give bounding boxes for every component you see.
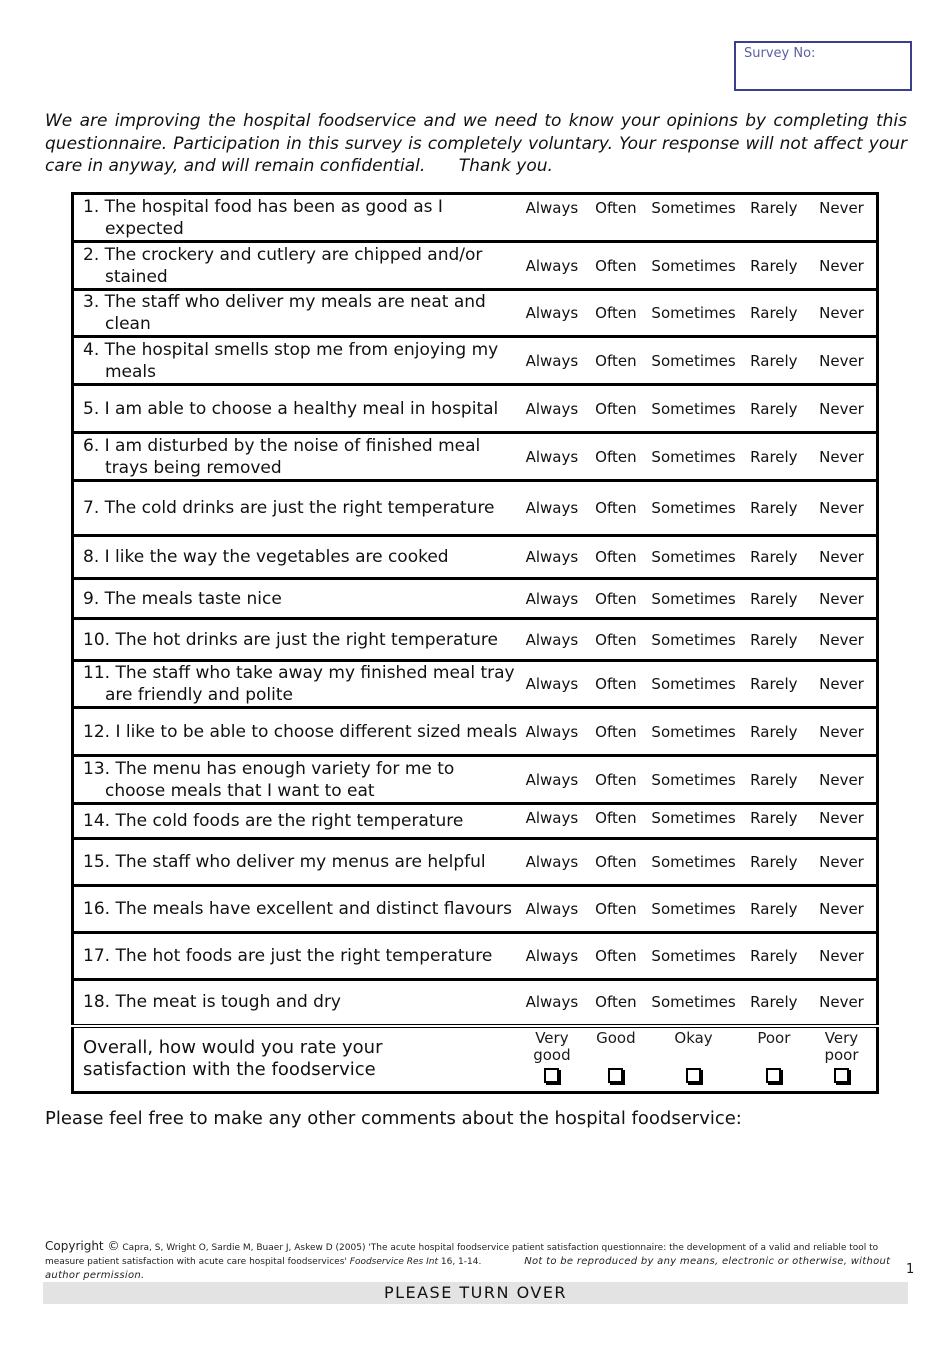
response-option-always[interactable]: Always xyxy=(518,194,585,242)
response-option-sometimes[interactable]: Sometimes xyxy=(646,290,740,337)
checkbox-icon[interactable] xyxy=(608,1068,623,1083)
rating-option-poor[interactable] xyxy=(741,1026,807,1093)
copyright-footer xyxy=(45,1240,905,1283)
response-option-never[interactable]: Never xyxy=(807,708,878,756)
question-row xyxy=(73,579,878,619)
question-label: 17. The hot foods are just the right temperature xyxy=(83,946,493,966)
response-option-never[interactable]: Never xyxy=(807,194,878,242)
response-option-always[interactable]: Always xyxy=(518,290,585,337)
rating-option-good[interactable] xyxy=(585,1026,646,1093)
checkbox-icon[interactable] xyxy=(544,1068,559,1083)
response-option-often[interactable]: Often xyxy=(585,619,646,661)
response-option-often[interactable]: Often xyxy=(585,839,646,886)
response-option-always[interactable]: Always xyxy=(518,619,585,661)
response-option-often[interactable]: Often xyxy=(585,536,646,579)
question-row xyxy=(73,619,878,661)
question-label: 16. The meals have excellent and distinct flavours xyxy=(83,899,513,919)
rating-option-okay[interactable] xyxy=(646,1026,740,1093)
please-turn-over-banner: PLEASE TURN OVER xyxy=(43,1282,908,1304)
intro-thanks: Thank you. xyxy=(458,156,553,176)
response-option-always[interactable]: Always xyxy=(518,536,585,579)
response-option-often[interactable]: Often xyxy=(585,242,646,290)
question-text xyxy=(73,385,519,433)
copyright-volume: 16, 1-14. xyxy=(440,1257,482,1267)
response-option-never[interactable]: Never xyxy=(807,536,878,579)
response-option-rarely[interactable]: Rarely xyxy=(741,194,807,242)
question-row xyxy=(73,804,878,839)
question-label: 14. The cold foods are the right temperature xyxy=(83,811,464,831)
question-row xyxy=(73,194,878,242)
question-text xyxy=(73,337,519,385)
rating-label: Very good xyxy=(533,1028,571,1064)
question-label: 12. I like to be able to choose different sized meals xyxy=(83,721,518,742)
response-option-rarely[interactable]: Rarely xyxy=(750,993,798,1012)
question-row xyxy=(73,933,878,980)
question-text xyxy=(73,708,519,756)
question-row xyxy=(73,433,878,481)
response-option-never[interactable]: Never xyxy=(807,290,878,337)
question-text xyxy=(73,980,519,1026)
response-option-never[interactable]: Never xyxy=(807,433,878,481)
question-label: 1. The hospital food has been as good as I expected xyxy=(83,196,443,239)
response-option-rarely[interactable]: Rarely xyxy=(741,661,807,708)
response-option-sometimes[interactable]: Sometimes xyxy=(646,708,740,756)
question-text xyxy=(73,619,519,661)
response-option-always[interactable]: Always xyxy=(518,385,585,433)
response-option-often[interactable]: Often xyxy=(585,194,646,242)
question-row xyxy=(73,242,878,290)
response-option-never[interactable]: Never xyxy=(807,886,878,933)
response-option-always[interactable]: Always xyxy=(518,433,585,481)
checkbox-icon[interactable] xyxy=(686,1068,701,1083)
response-option-rarely[interactable]: Rarely xyxy=(741,536,807,579)
question-row xyxy=(73,385,878,433)
response-option-always[interactable]: Always xyxy=(518,933,585,980)
response-option-often[interactable]: Often xyxy=(585,661,646,708)
response-option-sometimes[interactable]: Sometimes xyxy=(646,661,740,708)
response-option-often[interactable]: Often xyxy=(585,433,646,481)
copyright-lead: Copyright © xyxy=(45,1239,120,1253)
question-text xyxy=(73,433,519,481)
question-label: 8. I like the way the vegetables are cooked xyxy=(83,547,449,567)
checkbox-icon[interactable] xyxy=(834,1068,849,1083)
copyright-journal: Foodservice Res Int xyxy=(349,1257,438,1267)
response-option-never[interactable]: Never xyxy=(807,756,878,804)
question-label: 13. The menu has enough variety for me to choose meals that I want to eat xyxy=(83,758,455,801)
response-option-rarely[interactable]: Rarely xyxy=(741,933,807,980)
response-option-always[interactable]: Always xyxy=(518,661,585,708)
overall-rating-row xyxy=(73,1026,878,1093)
response-option-sometimes[interactable]: Sometimes xyxy=(646,756,740,804)
response-option-rarely[interactable]: Rarely xyxy=(741,481,807,536)
response-option-rarely[interactable]: Rarely xyxy=(741,579,807,619)
response-option-sometimes[interactable]: Sometimes xyxy=(646,481,740,536)
response-option-sometimes[interactable]: Sometimes xyxy=(646,242,740,290)
rating-option-very-good[interactable] xyxy=(518,1026,585,1093)
question-row xyxy=(73,756,878,804)
response-option-sometimes[interactable]: Sometimes xyxy=(646,933,740,980)
question-text xyxy=(73,579,519,619)
response-option-never[interactable]: Never xyxy=(807,579,878,619)
response-option-sometimes[interactable]: Sometimes xyxy=(646,433,740,481)
response-option-rarely[interactable]: Rarely xyxy=(741,619,807,661)
response-option-rarely[interactable]: Rarely xyxy=(741,804,807,839)
response-option-rarely[interactable]: Rarely xyxy=(741,839,807,886)
rating-label: Poor xyxy=(757,1028,791,1047)
response-option-often[interactable]: Often xyxy=(585,481,646,536)
response-option-often[interactable]: Often xyxy=(585,933,646,980)
questionnaire-table xyxy=(71,192,879,1094)
response-option-never[interactable]: Never xyxy=(819,993,864,1012)
question-text xyxy=(73,536,519,579)
question-row xyxy=(73,886,878,933)
response-option-always[interactable]: Always xyxy=(518,804,585,839)
response-option-never[interactable]: Never xyxy=(807,933,878,980)
response-option-rarely[interactable]: Rarely xyxy=(741,433,807,481)
response-option-often[interactable]: Often xyxy=(585,708,646,756)
response-option-always[interactable]: Always xyxy=(518,337,585,385)
rating-label: Okay xyxy=(674,1028,713,1047)
question-text xyxy=(73,933,519,980)
question-row xyxy=(73,536,878,579)
response-option-often[interactable]: Often xyxy=(585,337,646,385)
response-option-always[interactable]: Always xyxy=(518,839,585,886)
response-option-sometimes[interactable]: Sometimes xyxy=(646,194,740,242)
question-label: 2. The crockery and cutlery are chipped and/or stained xyxy=(83,244,483,287)
survey-number-label: Survey No: xyxy=(744,46,816,61)
question-label: 7. The cold drinks are just the right temperature xyxy=(83,498,495,518)
question-label: 5. I am able to choose a healthy meal in hospital xyxy=(83,398,499,419)
question-row xyxy=(73,839,878,886)
response-option-always[interactable]: Always xyxy=(518,708,585,756)
intro-paragraph xyxy=(45,110,907,178)
question-text xyxy=(73,481,519,536)
copyright-notice: Not to be reproduced by any means, electronic or otherwise, without author permission. xyxy=(45,1256,891,1281)
intro-text: We are improving the hospital foodservice and we need to know your opinions by completing this questionnaire. Participation in this survey is completely voluntary. Your response will not affect your care in anyway, and will remain confidential. xyxy=(45,111,907,176)
response-option-never[interactable]: Never xyxy=(807,661,878,708)
question-text xyxy=(73,194,519,242)
survey-number-box[interactable] xyxy=(734,41,912,91)
response-option-rarely[interactable]: Rarely xyxy=(741,756,807,804)
question-label: 4. The hospital smells stop me from enjoying my meals xyxy=(83,339,499,382)
rating-label: Good xyxy=(596,1028,636,1047)
response-option-rarely[interactable]: Rarely xyxy=(741,242,807,290)
response-option-rarely[interactable]: Rarely xyxy=(741,290,807,337)
response-option-rarely[interactable]: Rarely xyxy=(741,385,807,433)
response-option-never[interactable]: Never xyxy=(807,619,878,661)
response-option-sometimes[interactable]: Sometimes xyxy=(646,839,740,886)
response-option-always[interactable]: Always xyxy=(518,886,585,933)
question-text xyxy=(73,839,519,886)
response-option-rarely[interactable]: Rarely xyxy=(741,337,807,385)
question-row xyxy=(73,708,878,756)
response-option-sometimes[interactable]: Sometimes xyxy=(646,886,740,933)
rating-label: Very poor xyxy=(824,1028,859,1064)
response-option-rarely[interactable]: Rarely xyxy=(741,886,807,933)
response-option-often[interactable]: Often xyxy=(585,579,646,619)
response-option-sometimes[interactable]: Sometimes xyxy=(646,385,740,433)
response-option-often[interactable]: Often xyxy=(585,290,646,337)
checkbox-icon[interactable] xyxy=(766,1068,781,1083)
response-option-never[interactable]: Never xyxy=(807,385,878,433)
response-option-sometimes[interactable]: Sometimes xyxy=(646,337,740,385)
question-row xyxy=(73,337,878,385)
response-option-always[interactable]: Always xyxy=(518,579,585,619)
response-option-never[interactable]: Never xyxy=(807,337,878,385)
question-label: 3. The staff who deliver my meals are neat and clean xyxy=(83,292,486,334)
response-option-often[interactable]: Often xyxy=(585,804,646,839)
response-option-sometimes[interactable]: Sometimes xyxy=(646,619,740,661)
question-row xyxy=(73,980,878,1026)
question-row xyxy=(73,481,878,536)
question-text xyxy=(73,756,519,804)
response-option-often[interactable]: Often xyxy=(585,756,646,804)
overall-question: Overall, how would you rate your satisfaction with the foodservice xyxy=(73,1026,519,1093)
rating-option-very-poor[interactable] xyxy=(807,1026,878,1093)
response-option-sometimes[interactable]: Sometimes xyxy=(651,993,736,1012)
question-text xyxy=(73,290,519,337)
response-option-often[interactable]: Often xyxy=(585,886,646,933)
response-option-never[interactable]: Never xyxy=(807,481,878,536)
response-option-never[interactable]: Never xyxy=(807,804,878,839)
response-option-sometimes[interactable]: Sometimes xyxy=(646,579,740,619)
question-row xyxy=(73,290,878,337)
response-option-always[interactable]: Always xyxy=(518,242,585,290)
comments-prompt: Please feel free to make any other comments about the hospital foodservice: xyxy=(45,1108,742,1129)
copyright-citation: Capra, S, Wright O, Sardie M, Buaer J, Askew D (2005) 'The acute hospital foodservice patient satisfaction questionnaire: the development of a valid and reliable tool to measure patient satisfaction with acute care hospital foodservices' xyxy=(45,1243,879,1267)
response-option-always[interactable]: Always xyxy=(525,993,579,1012)
response-option-always[interactable]: Always xyxy=(518,481,585,536)
response-option-sometimes[interactable]: Sometimes xyxy=(646,804,740,839)
question-label: 15. The staff who deliver my menus are helpful xyxy=(83,852,486,872)
response-option-rarely[interactable]: Rarely xyxy=(741,708,807,756)
question-text xyxy=(73,886,519,933)
response-option-never[interactable]: Never xyxy=(807,242,878,290)
question-label: 18. The meat is tough and dry xyxy=(83,992,341,1013)
response-option-always[interactable]: Always xyxy=(518,756,585,804)
response-option-sometimes[interactable]: Sometimes xyxy=(646,536,740,579)
question-text xyxy=(73,661,519,708)
response-option-often[interactable]: Often xyxy=(585,385,646,433)
question-text xyxy=(73,804,519,839)
page-number: 1 xyxy=(906,1262,915,1277)
question-text xyxy=(73,242,519,290)
question-label: 11. The staff who take away my finished meal tray are friendly and polite xyxy=(83,663,515,705)
response-option-never[interactable]: Never xyxy=(807,839,878,886)
question-label: 10. The hot drinks are just the right temperature xyxy=(83,629,498,650)
question-label: 9. The meals taste nice xyxy=(83,588,282,609)
question-row xyxy=(73,661,878,708)
response-option-often[interactable]: Often xyxy=(595,993,637,1012)
question-label: 6. I am disturbed by the noise of finished meal trays being removed xyxy=(83,435,481,478)
